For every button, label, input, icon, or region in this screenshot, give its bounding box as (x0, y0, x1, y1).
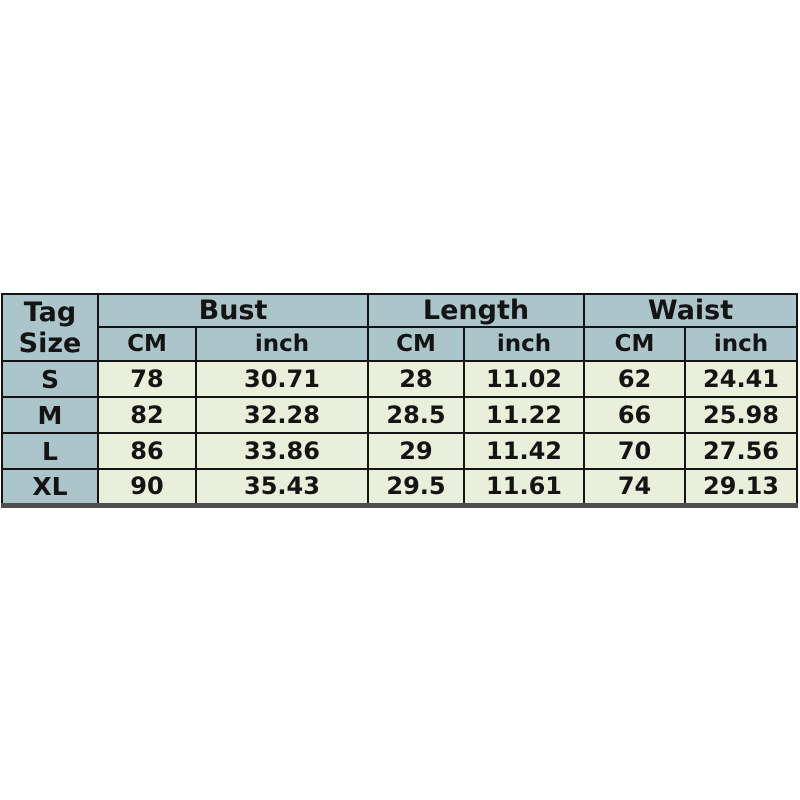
unit-header-waist-inch: inch (685, 327, 797, 361)
table-cell: 25.98 (685, 397, 797, 433)
table-cell: 78 (98, 361, 196, 397)
unit-header-length-inch: inch (464, 327, 584, 361)
column-group-bust: Bust (98, 294, 368, 327)
corner-header-tag-size (2, 294, 98, 361)
table-cell: 74 (584, 469, 685, 505)
table-cell: 29.5 (368, 469, 464, 505)
table-row-l (2, 433, 797, 469)
table-cell: 66 (584, 397, 685, 433)
unit-header-length-cm: CM (368, 327, 464, 361)
size-chart-table (1, 293, 798, 508)
table-row-m (2, 397, 797, 433)
corner-header-line1: Tag (23, 296, 77, 328)
table-cell: 82 (98, 397, 196, 433)
table-cell: 27.56 (685, 433, 797, 469)
column-group-length: Length (368, 294, 584, 327)
corner-header-line2: Size (18, 327, 82, 359)
unit-header-bust-inch: inch (196, 327, 368, 361)
table-cell: 30.71 (196, 361, 368, 397)
table-cell: 11.02 (464, 361, 584, 397)
size-label: M (2, 397, 98, 433)
table-cell: 29.13 (685, 469, 797, 505)
table-row-xl (2, 469, 797, 505)
table-cell: 62 (584, 361, 685, 397)
table-cell: 70 (584, 433, 685, 469)
table-cell: 29 (368, 433, 464, 469)
table-cell: 35.43 (196, 469, 368, 505)
header-group-row (2, 294, 797, 327)
table-cell: 24.41 (685, 361, 797, 397)
table-cell: 28.5 (368, 397, 464, 433)
table-cell: 11.61 (464, 469, 584, 505)
table-cell: 33.86 (196, 433, 368, 469)
size-label: L (2, 433, 98, 469)
unit-header-bust-cm: CM (98, 327, 196, 361)
table-row-s (2, 361, 797, 397)
size-label: XL (2, 469, 98, 505)
table-cell: 28 (368, 361, 464, 397)
header-unit-row (2, 327, 797, 361)
size-label: S (2, 361, 98, 397)
table-cell: 32.28 (196, 397, 368, 433)
table-cell: 11.42 (464, 433, 584, 469)
table-cell: 11.22 (464, 397, 584, 433)
table-cell: 90 (98, 469, 196, 505)
table-cell: 86 (98, 433, 196, 469)
unit-header-waist-cm: CM (584, 327, 685, 361)
column-group-waist: Waist (584, 294, 797, 327)
